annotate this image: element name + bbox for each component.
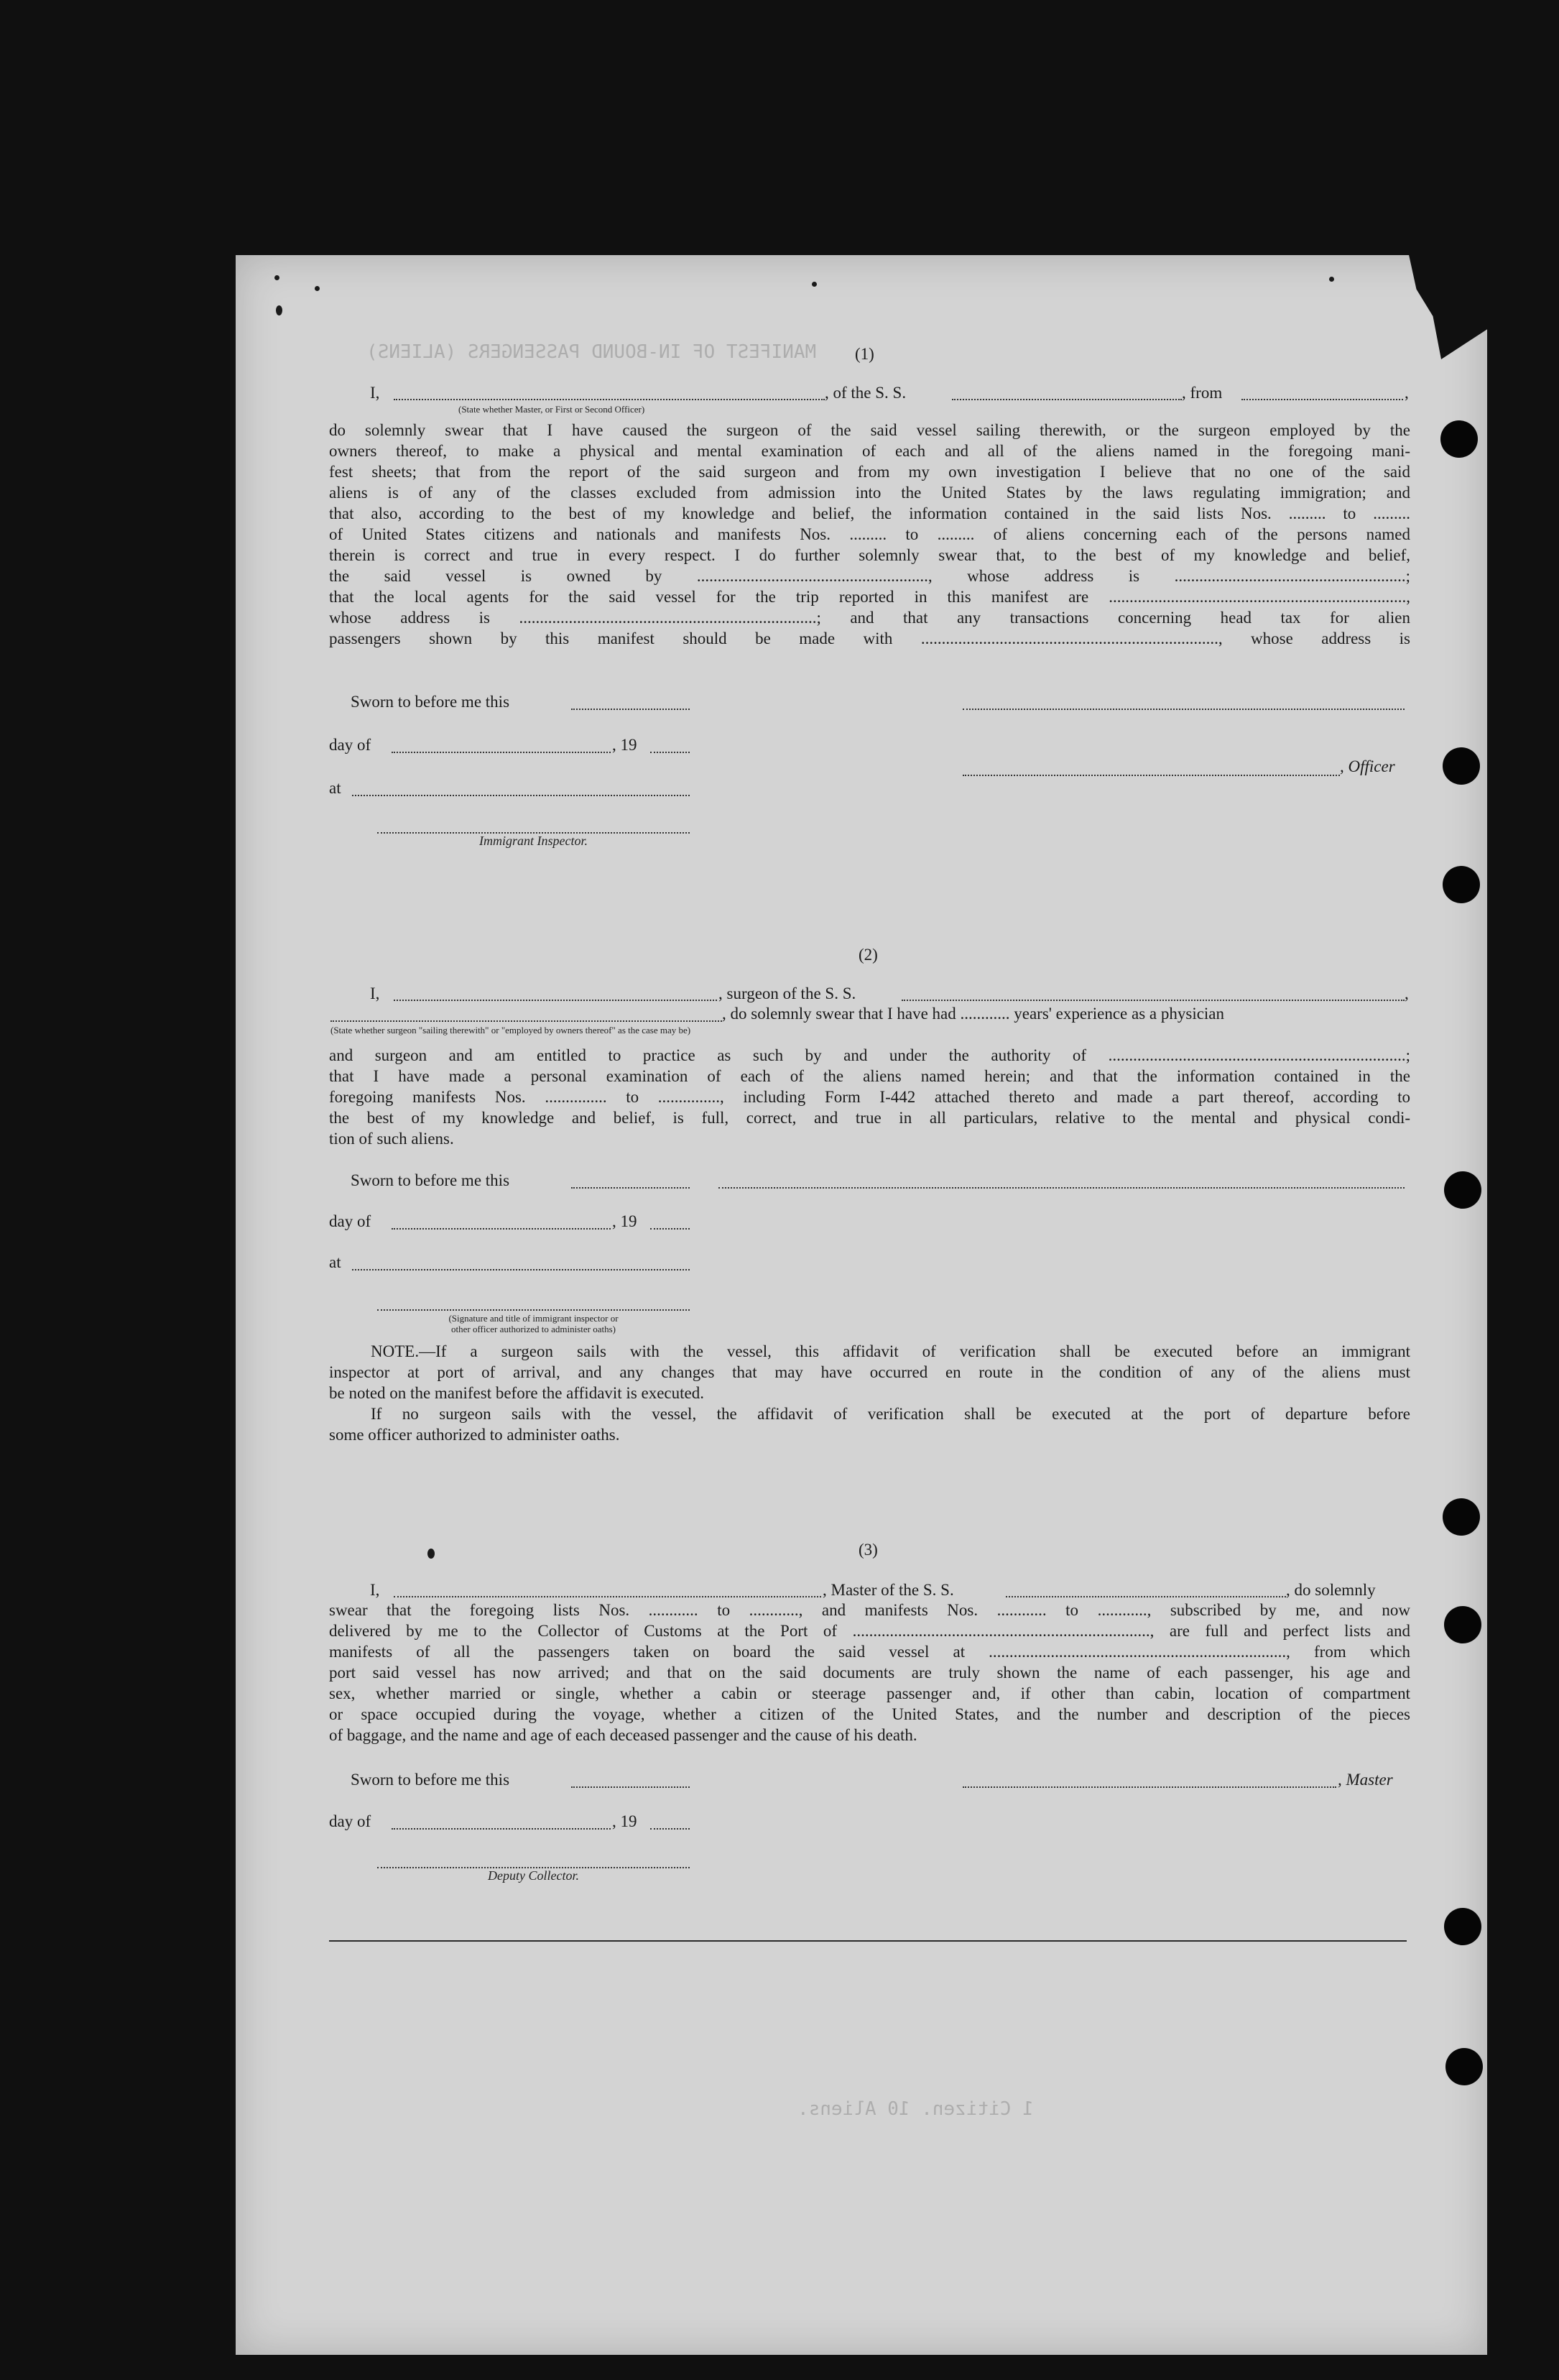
punch-hole <box>1444 1171 1481 1209</box>
s3-master-signature-line <box>963 1786 1336 1788</box>
s3-day-line <box>392 1828 611 1830</box>
note-line: NOTE.—If a surgeon sails with the vessel, this affidavit of verification shall be executed before an immigrant <box>371 1342 1410 1360</box>
speck <box>1329 277 1334 282</box>
s2-para-line: that I have made a personal examination of each of the aliens named herein; and that the information contained in the <box>329 1067 1410 1085</box>
section-3-number: (3) <box>859 1541 878 1559</box>
s1-sworn: Sworn to before me this <box>351 693 510 711</box>
s2-sworn: Sworn to before me this <box>351 1171 510 1189</box>
s1-para-line: aliens is of any of the classes excluded from admission into the United States by the laws regulating immigration; and <box>329 484 1410 502</box>
s1-immigrant-inspector: Immigrant Inspector. <box>479 834 588 848</box>
speck <box>315 286 320 291</box>
s1-officer-label: , Officer <box>1340 757 1395 775</box>
s1-day-of: day of <box>329 736 371 754</box>
s1-rank-note: (State whether Master, or First or Second Officer) <box>458 404 645 415</box>
s1-para-line: of United States citizens and nationals and manifests Nos. ......... to ......... of aliens concerning each of the persons named <box>329 525 1410 543</box>
s3-year: , 19 <box>612 1812 637 1830</box>
s1-vessel-line <box>952 399 1182 400</box>
note-line: be noted on the manifest before the affidavit is executed. <box>329 1384 704 1402</box>
section-2-number: (2) <box>859 946 878 964</box>
s1-para-line: whose address is ........................................................................; and that any transactions concerning head tax for alien <box>329 609 1410 627</box>
s2-status-note: (State whether surgeon "sailing therewith" or "employed by owners thereof" as the case may be) <box>330 1025 691 1036</box>
s2-sig-note-2: other officer authorized to administer oaths) <box>451 1324 616 1334</box>
s2-day-of: day of <box>329 1212 371 1230</box>
s2-para-line: the best of my knowledge and belief, is full, correct, and true in all particulars, relative to the mental and physical condi- <box>329 1109 1410 1127</box>
s3-para-line: of baggage, and the name and age of each deceased passenger and the cause of his death. <box>329 1726 917 1744</box>
s2-year-line <box>650 1228 690 1230</box>
s3-oath-paragraph <box>329 1600 1410 1745</box>
s2-vessel-line <box>902 1000 1405 1001</box>
s1-comma: , <box>1405 384 1409 402</box>
s2-para-line: foregoing manifests Nos. ............... to ..............., including Form I-442 attached thereto and made a part thereof, according to <box>329 1088 1410 1106</box>
s2-experience: , do solemnly swear that I have had ............ years' experience as a physician <box>722 1005 1225 1023</box>
s1-para-line: therein is correct and true in every respect. I do further solemnly swear that, to the best of my knowledge and belief, <box>329 546 1410 564</box>
s1-oath-paragraph <box>329 420 1410 649</box>
s2-inspector-line <box>377 1309 690 1311</box>
s1-day-line <box>392 752 611 753</box>
s2-para-line: and surgeon and am entitled to practice as such by and under the authority of ........................................................................; <box>329 1046 1410 1064</box>
punch-hole <box>1440 420 1478 458</box>
s3-para-line: port said vessel has now arrived; and that on the said documents are truly shown the name of each passenger, his age and <box>329 1664 1410 1682</box>
s3-do-solemnly: , do solemnly <box>1286 1581 1376 1599</box>
s2-surgeon-of: , surgeon of the S. S. <box>718 984 856 1002</box>
s1-para-line: do solemnly swear that I have caused the surgeon of the said vessel sailing therewith, or the surgeon employed by the <box>329 421 1410 439</box>
s3-para-line: sex, whether married or single, whether a cabin or steerage passenger and, if other than cabin, location of compartment <box>329 1684 1410 1702</box>
s3-para-line: delivered by me to the Collector of Customs at the Port of ........................................................................, are full and perfect lists and <box>329 1622 1410 1640</box>
s1-para-line: passengers shown by this manifest should be made with ........................................................................, whose address is <box>329 629 1410 647</box>
s1-para-line: owners thereof, to make a physical and mental examination of each and all of the aliens named in the foregoing mani- <box>329 442 1410 460</box>
s3-deputy-collector: Deputy Collector. <box>488 1868 579 1883</box>
s2-status-line <box>330 1020 722 1022</box>
speck <box>812 282 817 287</box>
s3-sworn-line <box>571 1786 690 1788</box>
s3-vessel-line <box>1006 1596 1286 1597</box>
bottom-rule <box>329 1940 1407 1942</box>
speck <box>276 305 282 315</box>
s2-name-line <box>394 1000 717 1001</box>
note-line: some officer authorized to administer oaths. <box>329 1426 620 1444</box>
s1-para-line: that also, according to the best of my knowledge and belief, the information contained in the said lists Nos. ......... to ......... <box>329 504 1410 522</box>
s1-para-line: the said vessel is owned by ........................................................, whose address is ........................................................; <box>329 567 1410 585</box>
s2-note-paragraph <box>329 1341 1410 1445</box>
s2-comma: , <box>1405 984 1409 1002</box>
s3-para-line: manifests of all the passengers taken on board the said vessel at ........................................................................, from which <box>329 1643 1410 1661</box>
punch-hole <box>1445 2048 1483 2085</box>
s1-officer-signature-line <box>963 709 1405 710</box>
s2-oath-paragraph <box>329 1045 1410 1149</box>
s1-para-line: that the local agents for the said vessel for the trip reported in this manifest are ........................................................................, <box>329 588 1410 606</box>
s1-officer-rank-line <box>394 399 825 400</box>
s1-officer-title-line <box>963 775 1340 776</box>
punch-hole <box>1444 1606 1481 1643</box>
section-1-number: (1) <box>855 345 874 363</box>
s3-name-line <box>394 1596 821 1597</box>
s2-sworn-line <box>571 1187 690 1189</box>
punch-hole <box>1443 866 1480 903</box>
s2-signature-line <box>718 1187 1405 1189</box>
s3-sworn: Sworn to before me this <box>351 1771 510 1789</box>
bleedthrough-footer: 1 Citizen. 10 Aliens. <box>797 2098 1034 2120</box>
s1-sworn-line <box>571 709 690 710</box>
s3-master-of: , Master of the S. S. <box>823 1581 954 1599</box>
s1-para-line: fest sheets; that from the report of the said surgeon and from my own investigation I believe that no one of the said <box>329 463 1410 481</box>
punch-hole <box>1444 1908 1481 1945</box>
s1-from-line <box>1241 399 1403 400</box>
s2-sig-note-1: (Signature and title of immigrant inspector or <box>448 1313 619 1324</box>
s3-year-line <box>650 1828 690 1830</box>
bleedthrough-header: MANIFEST OF IN-BOUND PASSENGERS (ALIENS) <box>366 341 817 363</box>
punch-hole <box>1443 747 1480 785</box>
punch-hole <box>1443 1498 1480 1536</box>
speck <box>427 1549 435 1559</box>
s2-at-line <box>352 1269 690 1270</box>
s1-year-line <box>650 752 690 753</box>
s3-i: I, <box>370 1581 380 1599</box>
s3-para-line: swear that the foregoing lists Nos. ............ to ............, and manifests Nos. ............ to ............, subscribed by me, and now <box>329 1601 1410 1619</box>
note-line: inspector at port of arrival, and any changes that may have occurred en route in the condition of any of the aliens must <box>329 1363 1410 1381</box>
s2-year: , 19 <box>612 1212 637 1230</box>
speck <box>274 275 279 280</box>
note-line: If no surgeon sails with the vessel, the affidavit of verification shall be executed at the port of departure before <box>371 1405 1410 1423</box>
s1-at: at <box>329 779 341 797</box>
s1-at-line <box>352 795 690 796</box>
s3-para-line: or space occupied during the voyage, whether a citizen of the United States, and the number and description of the pieces <box>329 1705 1410 1723</box>
s3-day-of: day of <box>329 1812 371 1830</box>
s1-of-ss: , of the S. S. <box>825 384 907 402</box>
s2-i: I, <box>370 984 380 1002</box>
s2-at: at <box>329 1253 341 1271</box>
s3-master-label: , Master <box>1338 1771 1393 1789</box>
s1-from: , from <box>1182 384 1223 402</box>
s2-para-line: tion of such aliens. <box>329 1130 454 1148</box>
s1-i: I, <box>370 384 380 402</box>
s1-year: , 19 <box>612 736 637 754</box>
s2-day-line <box>392 1228 611 1230</box>
